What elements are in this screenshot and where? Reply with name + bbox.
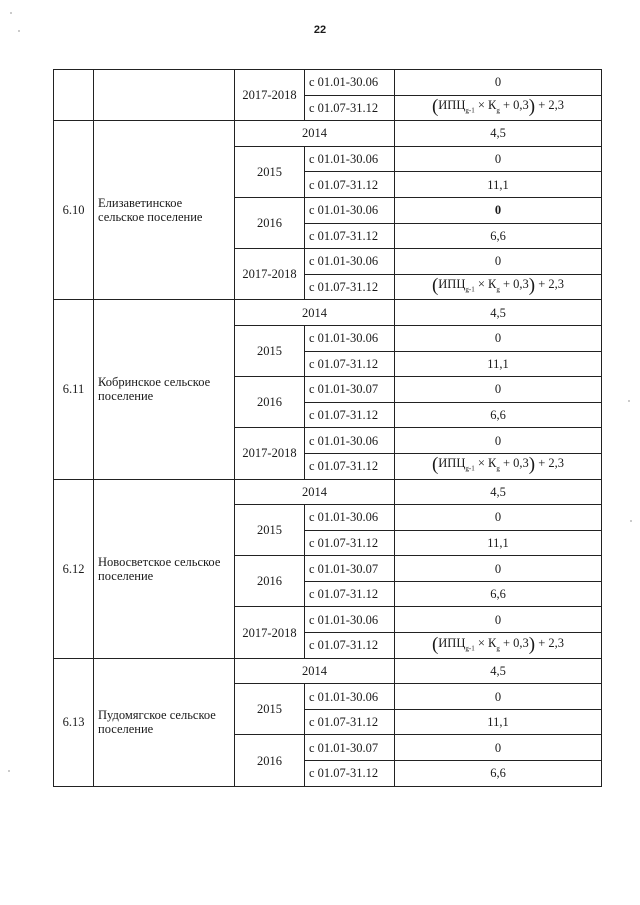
formula-cell — [395, 633, 602, 659]
year-cell: 2016 — [235, 197, 305, 248]
period-cell: с 01.01-30.06 — [305, 684, 395, 710]
tariff-formula: $(ИПЦ_{g-1} \times К_g + 0,3) + 2,3$ — [431, 275, 565, 297]
value-cell: 0 — [395, 70, 602, 96]
period-cell: с 01.01-30.06 — [305, 325, 395, 351]
year-cell: 2017-2018 — [235, 70, 305, 121]
scan-speck — [628, 400, 630, 402]
value-cell: 0 — [395, 428, 602, 454]
item-number-cell: 6.12 — [54, 479, 94, 658]
tariff-formula: $(ИПЦ_{g-1} \times К_g + 0,3) + 2,3$ — [431, 96, 565, 118]
period-cell: с 01.01-30.06 — [305, 505, 395, 531]
year-cell: 2015 — [235, 684, 305, 735]
value-cell: 0 — [395, 146, 602, 172]
period-cell: с 01.01-30.06 — [305, 197, 395, 223]
value-cell: 0 — [395, 505, 602, 531]
value-cell: 6,6 — [395, 581, 602, 607]
scan-speck — [10, 12, 12, 14]
value-cell: 6,6 — [395, 402, 602, 428]
value-cell: 0 — [395, 377, 602, 403]
value-cell: 0 — [395, 607, 602, 633]
scan-speck — [8, 770, 10, 772]
period-cell: с 01.07-31.12 — [305, 761, 395, 787]
tariff-table — [53, 69, 602, 787]
value-cell: 6,6 — [395, 223, 602, 249]
period-cell: с 01.07-31.12 — [305, 274, 395, 300]
year-cell: 2017-2018 — [235, 607, 305, 658]
year-cell: 2014 — [235, 300, 395, 326]
period-cell: с 01.01-30.06 — [305, 146, 395, 172]
period-cell: с 01.07-31.12 — [305, 95, 395, 121]
period-cell: с 01.07-31.12 — [305, 530, 395, 556]
value-cell: 4,5 — [395, 479, 602, 505]
year-cell: 2015 — [235, 505, 305, 556]
value-cell: 11,1 — [395, 530, 602, 556]
period-cell: с 01.07-31.12 — [305, 453, 395, 479]
value-cell: 6,6 — [395, 761, 602, 787]
year-cell: 2015 — [235, 146, 305, 197]
period-cell: с 01.07-31.12 — [305, 633, 395, 659]
year-cell: 2016 — [235, 735, 305, 786]
period-cell: с 01.01-30.07 — [305, 735, 395, 761]
value-cell: 0 — [395, 684, 602, 710]
period-cell: с 01.07-31.12 — [305, 172, 395, 198]
item-number-cell — [54, 70, 94, 121]
table-row — [54, 121, 602, 147]
period-cell: с 01.01-30.06 — [305, 607, 395, 633]
value-cell: 11,1 — [395, 351, 602, 377]
settlement-name-cell: Кобринское сельское поселение — [94, 300, 235, 479]
value-cell: 11,1 — [395, 172, 602, 198]
value-cell: 0 — [395, 325, 602, 351]
period-cell: с 01.07-31.12 — [305, 581, 395, 607]
year-cell: 2016 — [235, 377, 305, 428]
year-cell: 2017-2018 — [235, 249, 305, 300]
scan-speck — [630, 520, 632, 522]
period-cell: с 01.07-31.12 — [305, 223, 395, 249]
tariff-formula: $(ИПЦ_{g-1} \times К_g + 0,3) + 2,3$ — [431, 633, 565, 655]
formula-cell — [395, 95, 602, 121]
period-cell: с 01.01-30.06 — [305, 428, 395, 454]
item-number-cell: 6.11 — [54, 300, 94, 479]
period-cell: с 01.07-31.12 — [305, 402, 395, 428]
settlement-name-cell: Елизаветинское сельское поселение — [94, 121, 235, 300]
year-cell: 2016 — [235, 556, 305, 607]
item-number-cell: 6.13 — [54, 658, 94, 786]
formula-cell — [395, 453, 602, 479]
value-cell: 0 — [395, 556, 602, 582]
page-number: 22 — [313, 24, 327, 36]
period-cell: с 01.01-30.06 — [305, 249, 395, 275]
table-row — [54, 479, 602, 505]
period-cell: с 01.01-30.07 — [305, 556, 395, 582]
year-cell: 2014 — [235, 479, 395, 505]
settlement-name-cell: Новосветское сельское поселение — [94, 479, 235, 658]
table-row — [54, 300, 602, 326]
year-cell: 2014 — [235, 658, 395, 684]
year-cell: 2017-2018 — [235, 428, 305, 479]
period-cell: с 01.01-30.06 — [305, 70, 395, 96]
table-row — [54, 658, 602, 684]
table-row — [54, 70, 602, 96]
year-cell: 2014 — [235, 121, 395, 147]
item-number-cell: 6.10 — [54, 121, 94, 300]
period-cell: с 01.01-30.07 — [305, 377, 395, 403]
year-cell: 2015 — [235, 325, 305, 376]
formula-cell — [395, 274, 602, 300]
scan-speck — [18, 30, 20, 32]
value-cell: 4,5 — [395, 658, 602, 684]
value-cell: 4,5 — [395, 121, 602, 147]
value-cell: 0 — [395, 249, 602, 275]
value-cell: 11,1 — [395, 709, 602, 735]
value-cell: 0 — [395, 197, 602, 223]
period-cell: с 01.07-31.12 — [305, 351, 395, 377]
value-cell: 4,5 — [395, 300, 602, 326]
value-cell: 0 — [395, 735, 602, 761]
tariff-formula: $(ИПЦ_{g-1} \times К_g + 0,3) + 2,3$ — [431, 454, 565, 476]
settlement-name-cell: Пудомягское сельское поселение — [94, 658, 235, 786]
period-cell: с 01.07-31.12 — [305, 709, 395, 735]
settlement-name-cell — [94, 70, 235, 121]
